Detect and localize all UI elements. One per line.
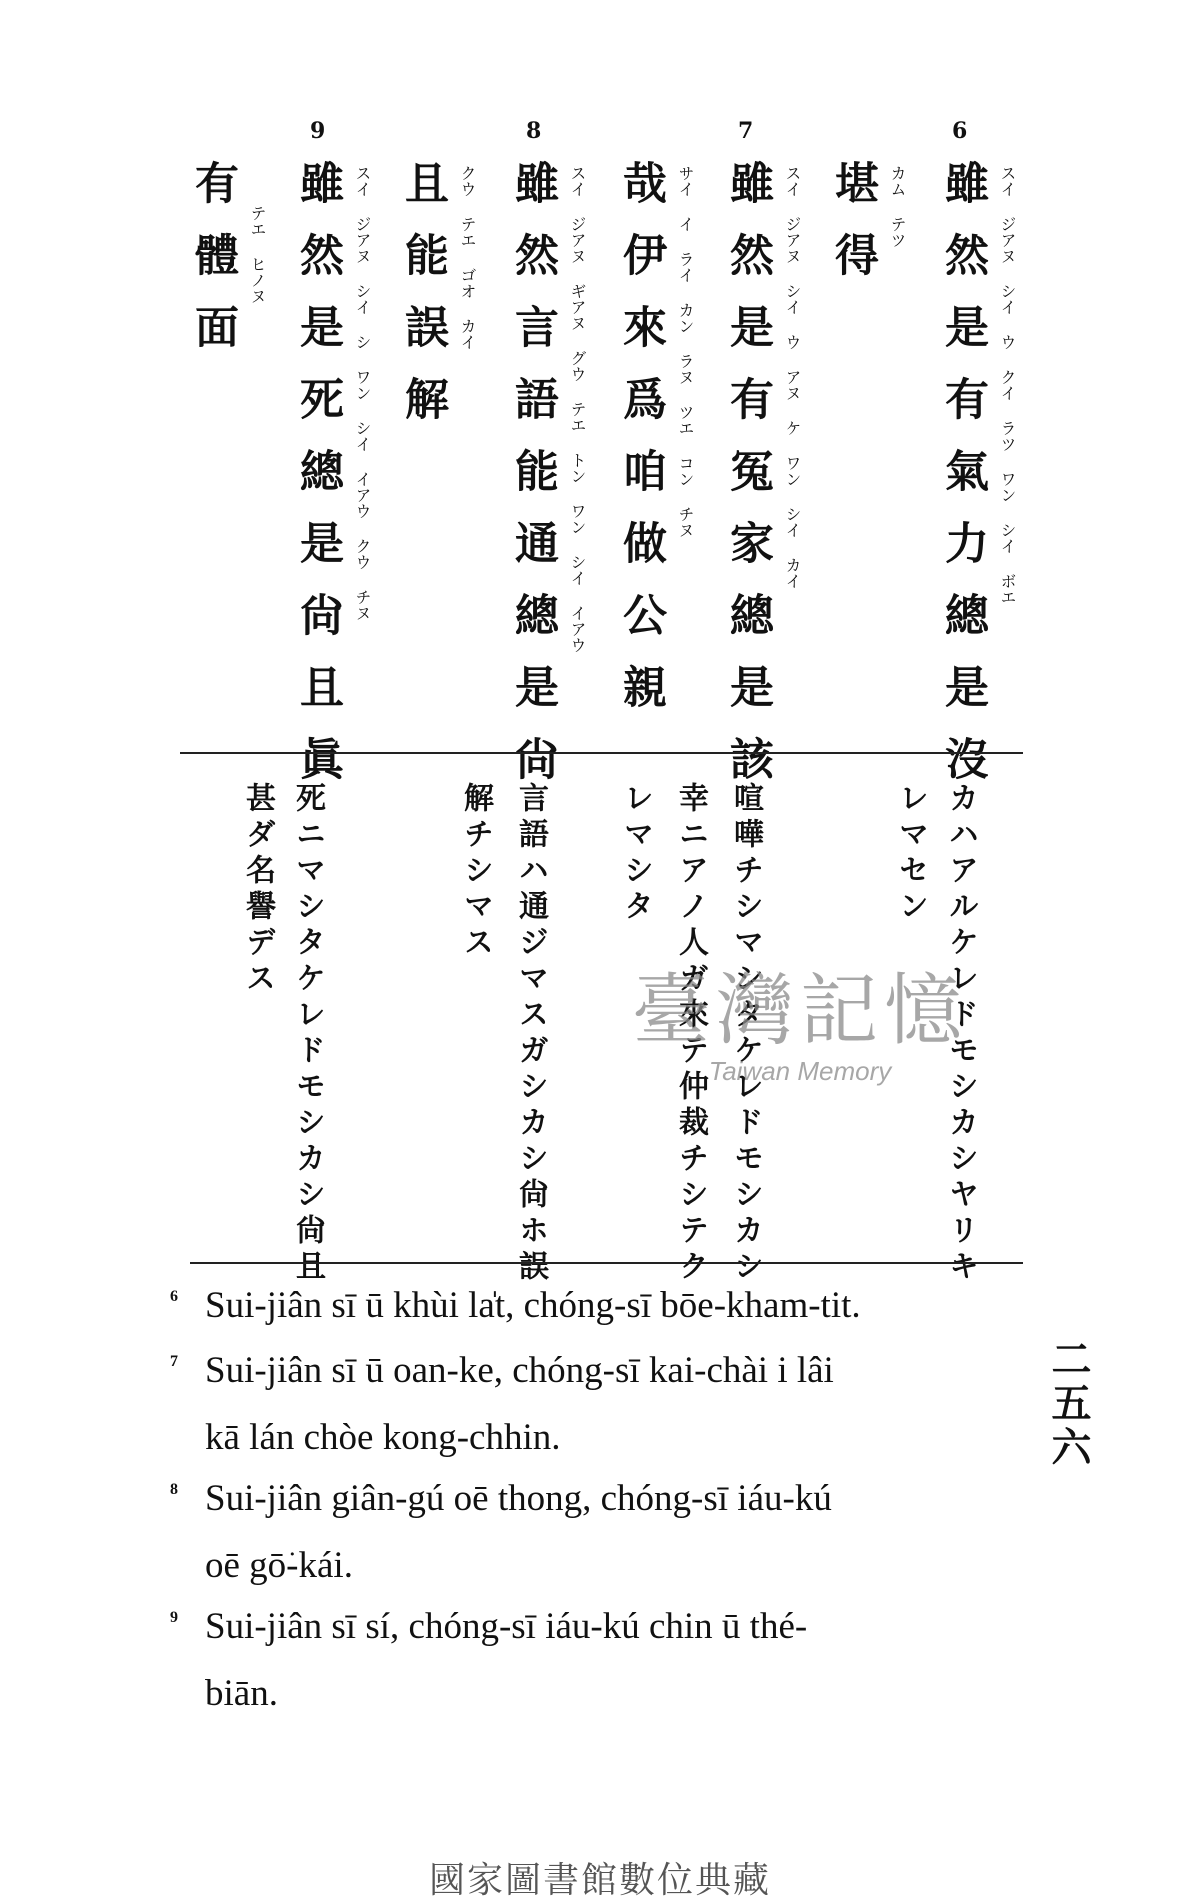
line-number: 8 [170,1481,178,1498]
gloss-column-8b [445,165,489,350]
japanese-column-6b: レマセン [893,782,928,926]
japanese-column-9: 死ニマシタケレドモシカシ尙且 [290,782,325,1286]
gloss-column-9b [235,205,279,304]
line-number: 6 [170,1288,178,1305]
gloss-column-6 [985,165,1029,605]
romanized-text: Sui-jiân sī sí, chóng-sī iáu-kú chin ū thé- [205,1606,808,1647]
romanized-continuation: oē gō͘-kái. [205,1545,353,1586]
chinese-text: 且能誤解 [397,160,448,448]
katakana-gloss: スイ ジアヌ シイ ウ アヌ ケ ワン シイ カイ [783,165,802,589]
romanized-text: Sui-jiân sī ū khùi la̍t, chóng-sī bōe-kham-tit. [205,1285,861,1326]
gloss-column-8 [555,165,599,653]
gloss-column-9 [340,165,384,621]
line-number: 9 [170,1609,178,1626]
section-divider-lower [190,1262,1023,1264]
chinese-text: 雖然是有冤家總是該 [722,160,773,808]
chinese-column-9 [292,160,343,808]
gloss-column-7 [770,165,814,589]
chinese-column-8 [507,160,558,808]
romanized-text: Sui-jiân sī ū oan-ke, chóng-sī kai-chài i lâi [205,1350,834,1391]
gloss-column-7b [663,165,707,538]
katakana-gloss: テエ ヒノヌ [248,205,267,304]
romanized-text: Sui-jiân giân-gú oē thong, chóng-sī iáu-kú [205,1478,832,1519]
romanized-line-8 [170,1478,1025,1586]
taiwan-memory-watermark [600,948,1000,1087]
romanized-line-9 [170,1606,1025,1714]
katakana-gloss: クウ テエ ゴオ カイ [458,165,477,350]
chinese-text: 雖然言語能通總是尙 [507,160,558,808]
section-divider [180,752,1023,754]
column-number-7: 7 [738,118,754,144]
japanese-column-7c: レマシタ [618,782,653,926]
chinese-text: 有體面 [187,160,238,376]
watermark-english: Taiwan Memory [708,1056,892,1086]
japanese-column-7b: 幸ニアノ人ガ來テ仲裁チシテク [673,782,708,1286]
chinese-column-9b [187,160,238,376]
column-number-6: 6 [952,118,968,144]
chinese-text: 哉伊來爲咱做公親 [615,160,666,736]
chinese-column-7b [615,160,666,736]
japanese-column-8: 言語ハ通ジマスガシカシ尙ホ誤 [513,782,548,1286]
chinese-text: 雖然是死總是尙且眞 [292,160,343,808]
column-number-8: 8 [526,118,542,144]
page-number: 二五六 [1045,1338,1092,1470]
japanese-column-7: 喧嘩チシマシタケレドモシカシ [728,782,763,1286]
romanized-continuation: biān. [205,1673,278,1714]
romanized-line-7 [170,1350,1025,1458]
romanized-line-6 [170,1285,1025,1326]
gloss-column-6b [875,165,919,248]
japanese-column-8b: 解チシマス [458,782,493,962]
katakana-gloss: スイ ジアヌ ギアヌ グウ テエ トン ワン シイ イアウ [568,165,587,653]
chinese-column-8b [397,160,448,448]
katakana-gloss: スイ ジアヌ シイ シ ワン シイ イアウ クウ チヌ [353,165,372,621]
katakana-gloss: カム テツ [888,165,907,248]
chinese-text: 雖然是有氣力總是沒 [937,160,988,808]
footer-archive-label: 國家圖書館數位典藏 [428,1860,771,1901]
column-number-9: 9 [310,118,326,144]
katakana-gloss: サイ イ ライ カン ラヌ ツエ コン チヌ [676,165,695,538]
japanese-column-6: カハアルケレドモシカシヤリキ [943,782,978,1286]
chinese-column-7 [722,160,773,808]
japanese-column-9b: 甚ダ名譽デス [240,782,275,998]
chinese-column-6 [937,160,988,808]
romanized-continuation: kā lán chòe kong-chhin. [205,1417,561,1458]
watermark-chinese: 臺灣記憶 [631,966,968,1056]
chinese-text: 堪得 [827,160,878,304]
line-number: 7 [170,1353,178,1370]
katakana-gloss: スイ ジアヌ シイ ウ クイ ラツ ワン シイ ボエ [998,165,1017,605]
chinese-column-6b [827,160,878,304]
